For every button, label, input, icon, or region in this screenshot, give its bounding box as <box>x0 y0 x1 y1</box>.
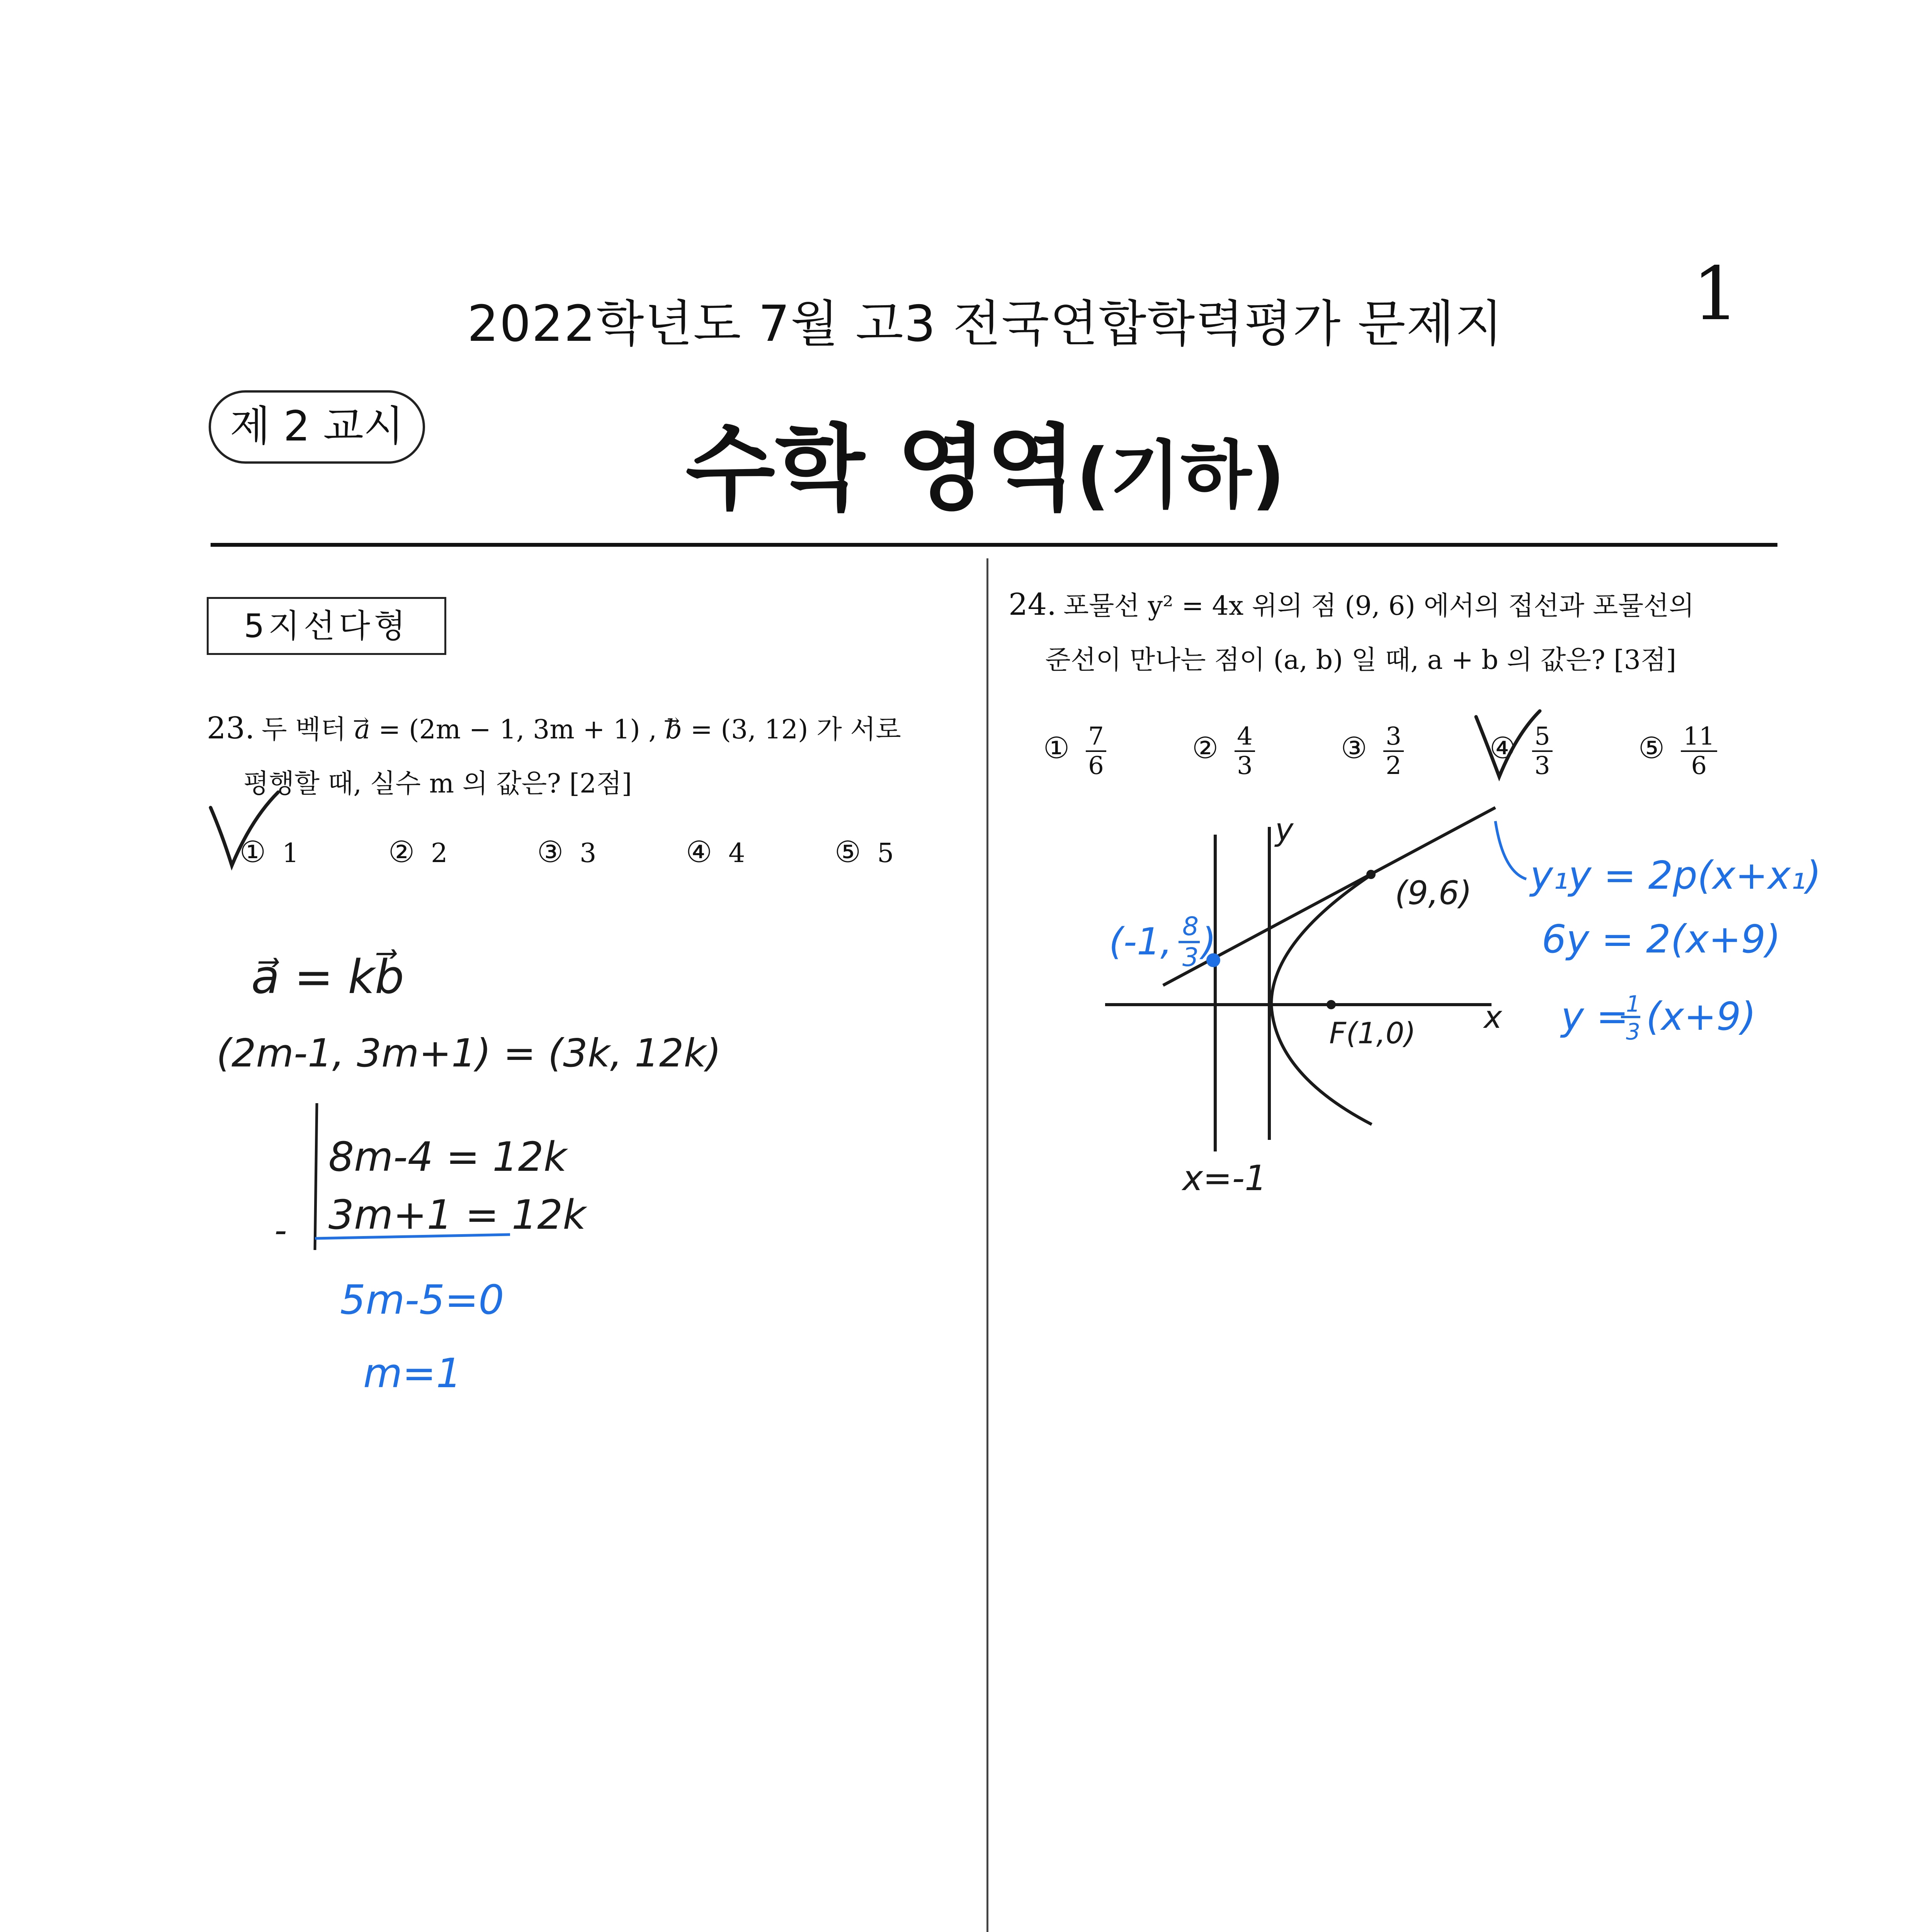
hw-minus: - <box>274 1210 287 1251</box>
subject-main: 수학 영역 <box>685 415 1077 523</box>
q24-text-line1: 포물선 y² = 4x 위의 점 (9, 6) 에서의 접선과 포물선의 <box>1063 591 1694 621</box>
choice-value: 1 <box>282 838 299 869</box>
hw-q23-line1: a⃗ = kb⃗ <box>251 951 405 1004</box>
hw-axis-x: x <box>1484 999 1502 1035</box>
choice-mark: ③ <box>1341 730 1367 765</box>
q23-text-post: = (3, 12) 가 서로 <box>682 714 901 745</box>
fraction-denominator: 2 <box>1386 752 1401 780</box>
q23-text-mid: = (2m − 1, 3m + 1) , <box>370 714 665 745</box>
hw-focus-label: F(1,0) <box>1329 1016 1416 1050</box>
page-number: 1 <box>1692 251 1739 337</box>
fraction-denominator: 6 <box>1691 752 1707 780</box>
choice-value: 3 <box>580 838 597 869</box>
fraction-numerator: 11 <box>1681 723 1717 752</box>
question-24-line2: 준선이 만나는 점이 (a, b) 일 때, a + b 의 값은? [3점] <box>1045 645 1677 675</box>
vector-a: → a <box>354 714 370 745</box>
fraction-numerator: 7 <box>1086 723 1106 752</box>
choice-value: 5 <box>877 838 894 869</box>
fraction-denominator: 6 <box>1088 752 1104 780</box>
choice-value: 4 <box>728 838 745 869</box>
point-9-6 <box>1366 870 1376 879</box>
hw-eq3-pre: y = <box>1561 994 1629 1039</box>
focus-point <box>1327 1000 1336 1009</box>
hw-axis-y: y <box>1275 812 1294 848</box>
choice-mark: ② <box>1192 730 1219 765</box>
check-mark-q23 <box>211 792 278 866</box>
hw-q23-line2: (2m-1, 3m+1) = (3k, 12k) <box>216 1031 721 1076</box>
question-23-line2: 평행할 때, 실수 m 의 값은? [2점] <box>243 769 632 799</box>
choice-mark: ② <box>388 835 415 869</box>
question-number: 24. <box>1009 587 1057 622</box>
choice-value: 2 <box>431 838 448 869</box>
hw-q23-line4: 3m+1 = 12k <box>328 1191 586 1238</box>
vector-b: → b <box>665 714 682 745</box>
q23-text-pre: 두 벡터 <box>262 714 355 745</box>
hw-intersect-post: ) <box>1202 920 1216 963</box>
fraction-denominator: 3 <box>1237 752 1253 780</box>
hw-q23-line6: m=1 <box>363 1350 462 1397</box>
hw-eq3-post: (x+9) <box>1646 994 1756 1039</box>
hw-directrix-label: x=-1 <box>1182 1158 1267 1199</box>
fraction-numerator: 5 <box>1532 723 1553 752</box>
exam-title: 2022학년도 7월 고3 전국연합학력평가 문제지 <box>467 295 1503 353</box>
choice-mark: ④ <box>686 835 713 869</box>
choice-mark: ① <box>1043 730 1070 765</box>
hw-intersect-den: 3 <box>1182 942 1199 972</box>
question-number: 23. <box>207 711 255 746</box>
choice-mark: ④ <box>1490 730 1516 765</box>
choice-mark: ⑤ <box>835 835 861 869</box>
parabola-curve <box>1271 877 1372 1124</box>
choice-mark: ⑤ <box>1638 730 1665 765</box>
subject-sub: (기하) <box>1076 433 1285 518</box>
hw-arrow <box>1495 821 1526 879</box>
choice-mark: ① <box>240 835 266 869</box>
hw-q23-line3: 8m-4 = 12k <box>328 1133 567 1180</box>
check-mark-q24 <box>1476 711 1540 777</box>
hw-eq1: y₁y = 2p(x+x₁) <box>1530 853 1821 898</box>
period-badge: 제 2 교시 <box>209 390 425 464</box>
fraction-numerator: 4 <box>1235 723 1255 752</box>
choice-mark: ③ <box>537 835 564 869</box>
fraction-denominator: 3 <box>1534 752 1550 780</box>
hw-intersect-num: 8 <box>1182 912 1199 941</box>
fraction-numerator: 3 <box>1383 723 1404 752</box>
hw-intersect-pre: (-1, <box>1109 920 1172 963</box>
hw-bracket <box>315 1103 317 1250</box>
hw-point-label: (9,6) <box>1395 874 1472 912</box>
hw-eq3-num: 1 <box>1626 991 1640 1017</box>
hw-q23-line5: 5m-5=0 <box>340 1276 504 1323</box>
hw-eq2: 6y = 2(x+9) <box>1542 917 1781 962</box>
hw-eq3-den: 3 <box>1626 1019 1640 1045</box>
hw-q24-graph <box>1105 808 1495 1151</box>
section-label: 5지선다형 <box>207 597 446 655</box>
